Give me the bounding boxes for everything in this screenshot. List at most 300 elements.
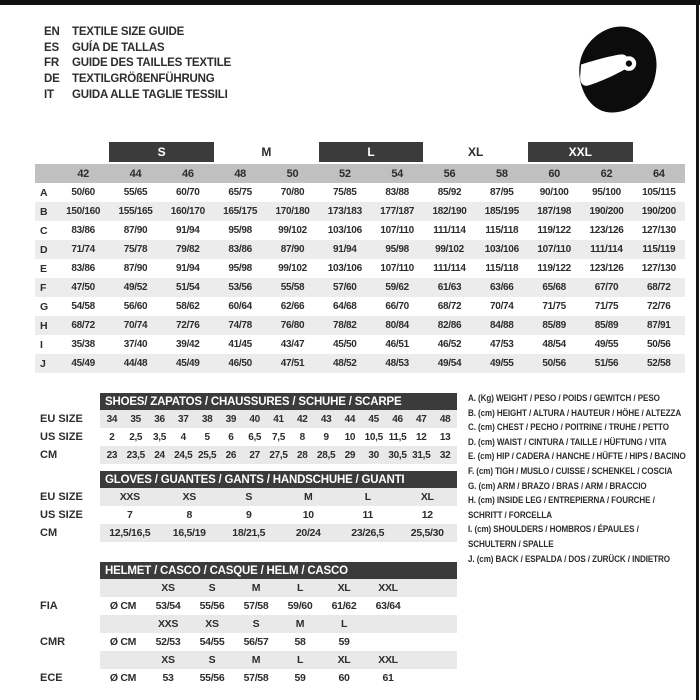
helmet-value: L [296,654,304,666]
helmet-icon [570,20,662,120]
helmet-value: XS [161,582,175,594]
measurement-value: 99/102 [278,263,307,274]
shoes-value: 26 [225,449,237,461]
measurement-value: 190/200 [589,206,624,217]
gloves-value: 18/21,5 [232,527,266,539]
language-label: TEXTILGRÖßENFÜHRUNG [72,72,215,85]
shoes-cells [100,446,457,464]
measurement-value: 87/90 [123,225,148,236]
measurement-value: 123/126 [589,225,624,236]
measurement-row-f [35,278,685,297]
measurement-value: 123/126 [589,263,624,274]
measurement-row-j [35,354,685,373]
measurement-value: 95/98 [228,225,252,236]
helmet-value: M [251,582,261,594]
gloves-value: XL [420,491,434,503]
measurement-value: 72/76 [647,301,671,312]
measurement-value: 115/118 [485,225,519,236]
measurement-value: 50/56 [542,358,566,369]
gloves-value: S [245,491,253,503]
measurement-value: 111/114 [433,225,466,236]
measurement-value: 87/90 [280,244,305,255]
shoes-value: 11,5 [388,431,407,443]
helmet-value: 52/53 [155,636,181,648]
gloves-row [40,488,457,506]
row-letter: F [40,281,47,294]
measurement-value: 95/100 [592,187,621,198]
helmet-value: S [252,618,260,630]
measurement-value: 107/110 [380,263,414,274]
helmet-row [40,651,457,669]
legend-line: C. (cm) CHEST / PECHO / POITRINE / TRUHE / PETTO [468,422,669,434]
shoes-value: 27,5 [269,449,288,461]
measurement-value: 43/47 [280,339,305,350]
measurement-value: 115/119 [642,244,676,255]
gloves-row-label: EU SIZE [40,491,83,503]
shoes-value: 23 [106,449,118,461]
measurement-value: 119/122 [537,263,571,274]
row-letter: J [40,357,46,370]
language-label: TEXTILE SIZE GUIDE [72,25,185,38]
measurement-value: 111/114 [590,244,623,255]
gloves-value: 12,5/16,5 [109,527,151,539]
helmet-value: 56/57 [243,636,269,648]
legend-line: SCHULTERN / SPALLE [468,538,554,550]
gloves-cells [100,524,457,542]
helmet-value [100,651,146,669]
shoes-value: 48 [439,413,451,425]
helmet-value: 53 [162,672,174,684]
gloves-value: XS [182,491,196,503]
legend-line: F. (cm) TIGH / MUSLO / CUISSE / SCHENKEL / COSCIA [468,465,673,477]
measurement-value: 48/52 [333,358,357,369]
helmet-row [40,633,457,651]
gloves-value: 23/26,5 [351,527,385,539]
helmet-row-label: FIA [40,600,58,612]
measurement-value: 68/72 [71,320,95,331]
measurement-value: 63/66 [490,282,514,293]
shoes-row-label: US SIZE [40,431,83,443]
visor-pivot-dot [626,60,632,66]
gloves-value: 9 [245,509,252,521]
row-letter: D [40,243,48,256]
size-col-header: 62 [600,167,613,180]
size-group-header-row [35,142,685,162]
shoes-value: 36 [154,413,165,425]
measurement-value: 83/86 [71,225,95,236]
size-col-header: 56 [443,167,456,180]
measurement-value: 87/95 [490,187,514,198]
shoes-table-rows [40,410,457,464]
measurement-value: 70/74 [123,320,148,331]
helmet-value: XS [161,654,175,666]
measurement-row-i [35,335,685,354]
measurement-value: 107/110 [537,244,571,255]
helmet-value: M [251,654,261,666]
gloves-table-title: GLOVES / GUANTES / GANTS / HANDSCHUHE / GUANTI [100,471,457,488]
helmet-row-label: CMR [40,636,66,648]
measurement-row-h [35,316,685,335]
measurement-value: 107/110 [380,225,414,236]
shoes-value: 13 [439,431,451,443]
measurement-value: 91/94 [176,225,200,236]
helmet-value: 63/64 [375,600,401,612]
gloves-row [40,524,457,542]
measurement-value: 85/89 [594,320,619,331]
helmet-row [40,597,457,615]
measurement-value: 83/86 [228,244,252,255]
shoes-value: 29 [344,449,356,461]
shoes-value: 10 [344,431,356,443]
measurement-value: 60/70 [176,187,200,198]
measurement-value: 51/56 [594,358,619,369]
row-letter: E [40,262,47,275]
gloves-row-label: CM [40,527,58,539]
measurement-value: 50/56 [647,339,671,350]
size-col-header: 44 [129,167,142,180]
shoes-row [40,410,457,428]
textile-size-table [35,142,685,373]
helmet-value: M [295,618,305,630]
size-number-row [35,164,685,183]
measurement-row-c [35,221,685,240]
helmet-row-label: ECE [40,672,63,684]
language-code: ES [44,41,59,54]
shoes-value: 6 [228,431,234,443]
measurement-value: 165/175 [223,206,258,217]
measurement-value: 61/63 [437,282,462,293]
measurement-value: 51/54 [176,282,200,293]
measurement-value: 39/42 [176,339,200,350]
measurement-value: 87/90 [123,263,148,274]
measurement-value: 150/160 [66,206,101,217]
shoes-value: 39 [225,413,237,425]
shoes-table [40,393,457,464]
measurement-value: 59/62 [385,282,409,293]
language-code: DE [44,72,60,85]
row-letter: C [40,224,48,237]
measurement-value: 65/68 [542,282,566,293]
measurement-value: 50/60 [71,187,95,198]
shoes-value: 3,5 [152,431,166,443]
measurement-value: 90/100 [539,187,569,198]
size-col-header: 58 [496,167,508,180]
measurement-value: 45/49 [176,358,200,369]
helmet-value: 55/56 [199,672,225,684]
measurement-value: 49/52 [123,282,148,293]
helmet-value [366,633,410,651]
size-col-header: 46 [182,167,194,180]
shoes-value: 47 [416,413,427,425]
measurement-value: 53/56 [228,282,252,293]
measurement-value: 185/195 [484,206,519,217]
measurement-rows [35,183,685,373]
language-code: EN [44,25,60,38]
helmet-value: 54/55 [199,636,225,648]
measurement-value: 103/106 [327,225,362,236]
measurement-value: 75/78 [123,244,148,255]
shoes-value: 34 [106,413,118,425]
measurement-value: 71/74 [71,244,95,255]
measurement-value: 83/88 [385,187,409,198]
size-group-l: L [319,142,424,162]
row-letter: A [40,186,48,199]
size-col-header: 54 [391,167,403,180]
shoes-value: 23,5 [126,449,145,461]
shoes-value: 24 [154,449,165,461]
measurement-value: 80/84 [385,320,409,331]
measurement-value: 177/187 [380,206,415,217]
helmet-value: 59 [294,672,306,684]
legend-line: B. (cm) HEIGHT / ALTURA / HAUTEUR / HÖHE / ALTEZZA [468,407,682,419]
row-letter: H [40,319,48,332]
helmet-value: XL [337,582,351,594]
helmet-value: XXL [378,654,398,666]
measurement-value: 70/80 [280,187,305,198]
measurement-value: 67/70 [594,282,619,293]
helmet-cells [100,579,457,597]
helmet-cells [100,651,457,669]
measurement-value: 45/49 [71,358,95,369]
shoes-cells [100,428,457,446]
gloves-value: XXS [119,491,140,503]
measurement-value: 68/72 [647,282,671,293]
row-letter: B [40,205,48,218]
size-group-m: M [261,145,272,159]
helmet-row-label [40,615,100,633]
size-col-header: 60 [548,167,560,180]
gloves-value: 12 [421,509,433,521]
gloves-row-label: US SIZE [40,509,83,521]
legend-line: I. (cm) SHOULDERS / HOMBROS / ÉPAULES / [468,524,639,536]
gloves-value: M [304,491,313,503]
measurement-value: 68/72 [437,301,462,312]
shoes-value: 31,5 [412,449,431,461]
shoes-value: 2 [109,431,115,443]
shoes-value: 28,5 [316,449,336,461]
group-spacer [35,142,109,162]
measurement-value: 127/130 [641,263,676,274]
gloves-value: 8 [186,509,193,521]
row-letter: G [40,300,48,313]
helmet-table [40,562,457,687]
measurement-value: 37/40 [123,339,148,350]
helmet-value [366,615,410,633]
helmet-row-label [40,579,100,597]
helmet-cells [100,669,457,687]
legend-line: D. (cm) WAIST / CINTURA / TAILLE / HÜFTUNG / VITA [468,436,667,448]
size-group-xxl: XXL [528,142,633,162]
shoes-value: 27 [249,449,260,461]
shoes-value: 46 [392,413,403,425]
helmet-value: XS [205,618,219,630]
measurement-value: 187/198 [537,206,572,217]
measurement-value: 87/91 [647,320,671,331]
legend-line: E. (cm) HIP / CADERA / HANCHE / HÜFTE / HIPS / BACINO [468,451,686,463]
measurement-value: 105/115 [642,187,676,198]
measurement-value: 79/82 [176,244,200,255]
measurement-value: 52/58 [647,358,671,369]
measurement-value: 58/62 [176,301,200,312]
measurement-value: 78/82 [333,320,357,331]
shoes-row-label: CM [40,449,58,461]
measurement-value: 99/102 [435,244,464,255]
shoes-row [40,446,457,464]
measurement-value: 55/58 [280,282,305,293]
measurement-value: 75/85 [333,187,357,198]
measurement-value: 182/190 [432,206,467,217]
shoes-cells [100,410,457,428]
helmet-row [40,669,457,687]
helmet-value: XXL [378,582,398,594]
measurement-value: 119/122 [537,225,571,236]
shoes-row [40,428,457,446]
measurement-value: 95/98 [385,244,409,255]
gloves-table-rows [40,488,457,542]
helmet-cells [100,597,457,615]
legend-line: A. (Kg) WEIGHT / PESO / POIDS / GEWITCH / PESO [468,393,660,404]
measurement-value: 155/165 [118,206,153,217]
gloves-value: 11 [362,509,373,521]
gloves-value: 25,5/30 [410,527,444,539]
measurement-value: 91/94 [176,263,200,274]
shoes-value: 38 [201,413,213,425]
shoes-value: 30,5 [388,449,407,461]
measurement-value: 71/75 [594,301,619,312]
helmet-value [100,615,146,633]
measurement-value: 85/92 [437,187,462,198]
helmet-value: L [296,582,304,594]
helmet-value: 60 [338,672,350,684]
language-row [44,24,231,40]
helmet-value: 61/62 [331,600,357,612]
language-title-list [44,24,231,102]
measurement-value: 47/50 [71,282,95,293]
shoes-row-label: EU SIZE [40,413,83,425]
helmet-value: XXS [157,618,179,630]
measurement-value: 49/54 [437,358,462,369]
shoes-value: 41 [273,413,284,425]
measurement-value: 46/52 [437,339,462,350]
language-label: GUIDE DES TAILLES TEXTILE [72,57,231,70]
language-row [44,40,231,56]
measurement-value: 55/65 [123,187,148,198]
helmet-value: 55/56 [199,600,225,612]
helmet-value: 59 [338,636,350,648]
helmet-value: 59/60 [287,600,313,612]
measurement-value: 82/86 [437,320,462,331]
shoes-value: 28 [297,449,308,461]
helmet-value: 57/58 [243,600,269,612]
measurement-row-a [35,183,685,202]
gloves-row [40,506,457,524]
measurement-legend [468,392,698,567]
measurement-value: 190/200 [641,206,676,217]
measurement-value: 54/58 [71,301,95,312]
shoes-value: 35 [130,413,141,425]
language-code: IT [44,88,54,101]
measurement-value: 72/76 [176,320,200,331]
size-col-header: 64 [653,167,665,180]
size-group-s: S [109,142,214,162]
gloves-value: L [364,491,371,503]
shoes-value: 6,5 [248,431,262,443]
measurement-value: 95/98 [228,263,252,274]
shoes-value: 12 [416,431,427,443]
measurement-value: 111/114 [433,263,466,274]
shoes-value: 42 [297,413,308,425]
measurement-value: 173/183 [327,206,362,217]
legend-line: H. (cm) INSIDE LEG / ENTREPIERNA / FOURCHE / [468,495,655,507]
measurement-value: 170/180 [275,206,310,217]
right-border-line [696,0,699,700]
measurement-value: 99/102 [278,225,307,236]
gloves-cells [100,506,457,524]
measurement-value: 47/51 [280,358,305,369]
size-col-header: 48 [234,167,246,180]
top-border-line [0,0,700,5]
measurement-value: 44/48 [123,358,148,369]
shoes-value: 8 [299,431,305,443]
measurement-value: 41/45 [228,339,252,350]
shoes-value: 7,5 [271,431,285,443]
row-letter: I [40,338,43,351]
measurement-value: 91/94 [333,244,357,255]
measurement-row-e [35,259,685,278]
measurement-value: 47/53 [490,339,514,350]
shoes-value: 4 [180,431,186,443]
shoes-value: 43 [320,413,332,425]
measurement-value: 48/53 [385,358,409,369]
helmet-value: Ø CM [109,672,137,684]
measurement-value: 46/50 [228,358,252,369]
gloves-table [40,471,457,542]
measurement-value: 45/50 [333,339,357,350]
gloves-value: 16,5/19 [172,527,206,539]
measurement-value: 103/106 [484,244,519,255]
measurement-value: 71/75 [542,301,566,312]
measurement-value: 74/78 [228,320,252,331]
helmet-value: L [340,618,348,630]
measurement-value: 49/55 [594,339,619,350]
measurement-value: 35/38 [71,339,95,350]
size-col-header: 42 [77,167,89,180]
helmet-value: Ø CM [109,636,137,648]
measurement-value: 70/74 [490,301,514,312]
helmet-row [40,579,457,597]
helmet-row [40,615,457,633]
measurement-value: 48/54 [542,339,566,350]
gloves-value: 20/24 [295,527,321,539]
gloves-value: 7 [126,509,133,521]
helmet-value: Ø CM [109,600,137,612]
measurement-row-d [35,240,685,259]
measurement-row-b [35,202,685,221]
gloves-value: 10 [302,509,314,521]
helmet-value: 61 [382,672,394,684]
measurement-value: 62/66 [280,301,305,312]
measurement-value: 60/64 [228,301,252,312]
gloves-cells [100,488,457,506]
measurement-value: 65/75 [228,187,252,198]
legend-line: G. (cm) ARM / BRAZO / BRAS / ARM / BRACCIO [468,480,647,492]
language-row [44,71,231,87]
shoes-value: 5 [204,431,210,443]
helmet-cells [100,615,457,633]
shoes-value: 10,5 [364,431,383,443]
helmet-value: XL [337,654,351,666]
measurement-value: 85/89 [542,320,566,331]
